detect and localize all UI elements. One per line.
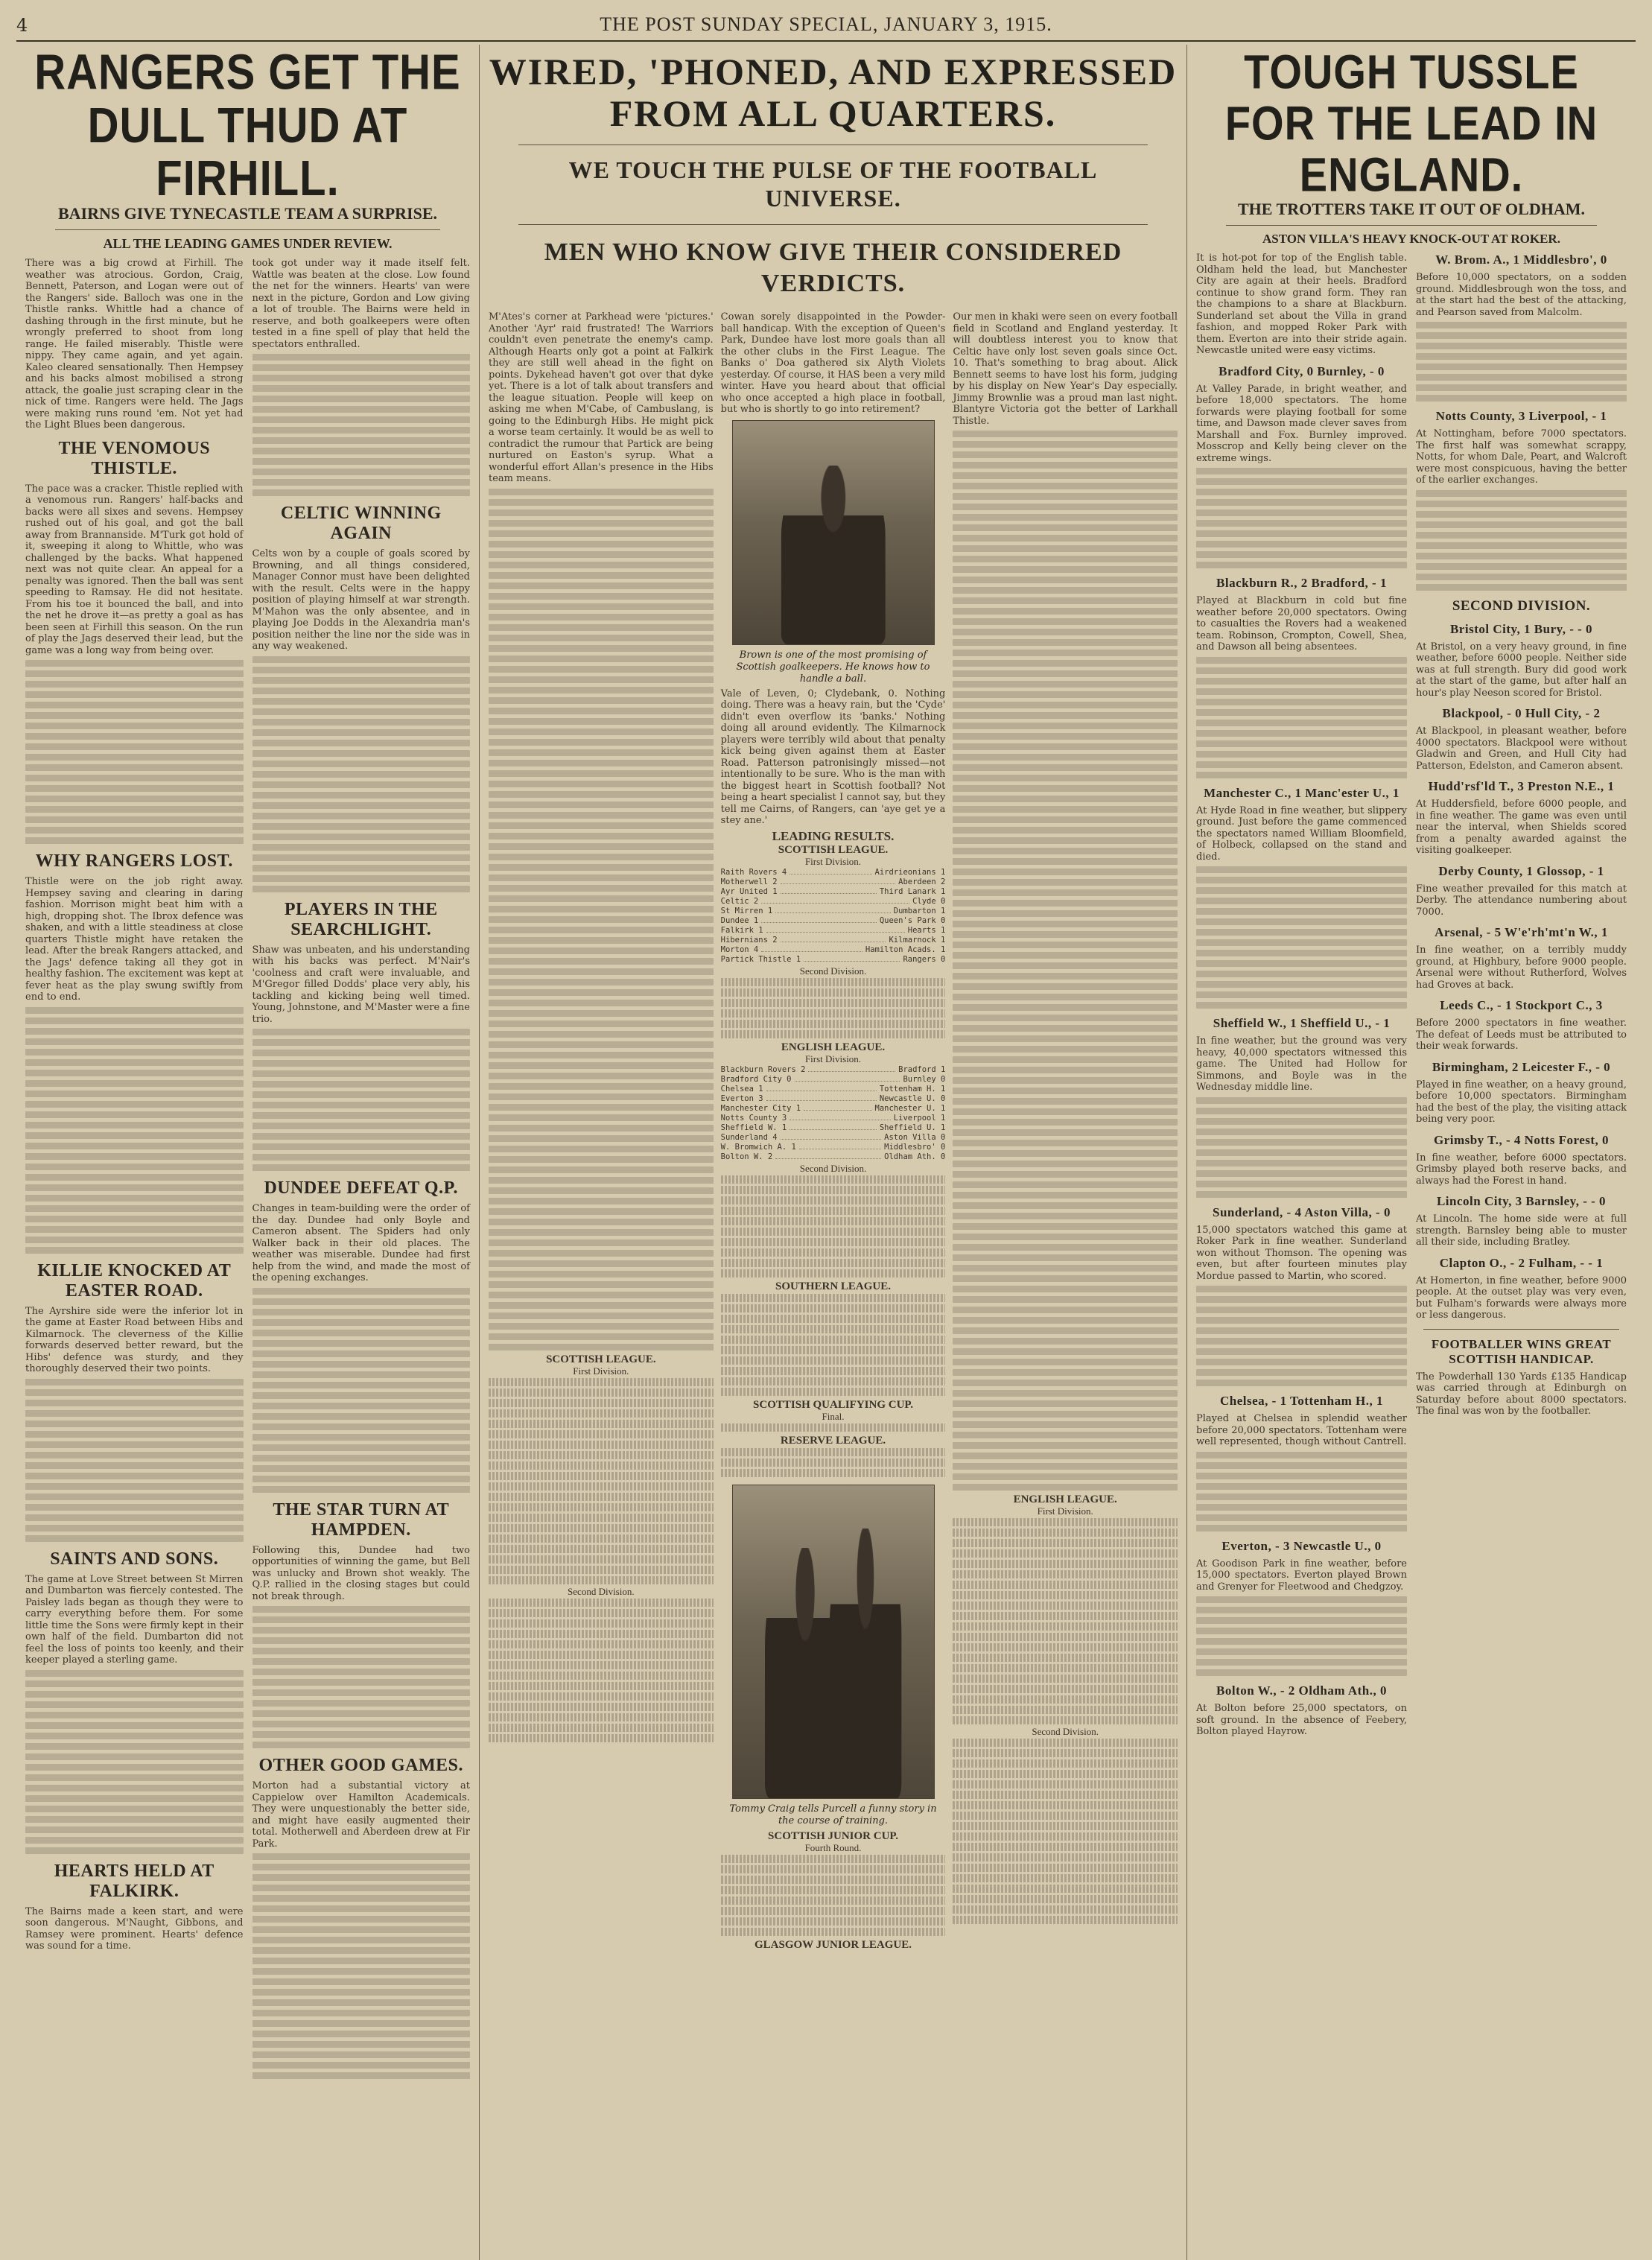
killie-text: The Ayrshire side were the inferior lot in the game at Easter Road between Hibs and Kilmarnock. The cleverness of the Killie forwards deserved better reward, but the Hibs' defence was sturdy, and they thoroughly deserved their two points. — [25, 1305, 244, 1374]
hudds-text: At Huddersfield, before 6000 people, and in fine weather. The game was even until near the interval, when Shields scored from a penalty awarded against the visiting goalkeeper. — [1416, 799, 1627, 856]
right-article-column — [1187, 45, 1636, 2260]
away-team: Newcastle U. 0 — [879, 1094, 946, 1103]
heading-dundee-defeat: DUNDEE DEFEAT Q.P. — [264, 1178, 459, 1198]
heading-blackburn-bradford: Blackburn R., 2 Bradford, - 1 — [1216, 576, 1387, 590]
heading-saints-and-sons: SAINTS AND SONS. — [50, 1549, 219, 1569]
venomous-text: The pace was a cracker. Thistle replied with a venomous run. Rangers' half-backs and backs were all sixes and sevens. Hempsey rushed out of his goal, and got the ball away from Brannanside. M'Turk got hold of it, sweeping it along to Whittle, who was challenged by the backs. What happened next was not quite clear. An appeal for a penalty was ignored. Then the ball was sent speeding to Ramsay. He did not hesitate. From his toe it bounced the ball, and into the net he drove it—as pretty a goal as has been seen at Firhill this season. On the run of play the Jags deserved their lead, but the game was a long way from being over. — [25, 483, 244, 656]
english-table-title: ENGLISH LEAGUE. — [1013, 1494, 1117, 1505]
away-team: Kilmarnock 1 — [889, 935, 946, 945]
english-table-first-div: First Division. — [1037, 1505, 1093, 1517]
celtic-text: Celts won by a couple of goals scored by Browning, and all things considered, Manager Connor must have been delighted with the result. Celts were in the happy position of playing himself at war strength. M'Mahon was the only absentee, and in playing Joe Dodds in the Alexandria man's position neither the line nor the side was in any way weakened. — [252, 548, 470, 652]
home-team: Falkirk 1 — [720, 925, 763, 935]
grimsby-text: In fine weather, before 6000 spectators. Grimsby played both reserve backs, and always had the Forest in hand. — [1416, 1152, 1627, 1187]
blackpool-text: At Blackpool, in pleasant weather, before 4000 spectators. Blackpool were without Gladwin and Green, and Hull City had Patterson, Edelston, and Cameron absent. — [1416, 726, 1627, 772]
scottish-results-title: SCOTTISH LEAGUE. — [778, 843, 889, 856]
result-row — [721, 1104, 946, 1114]
home-team: St Mirren 1 — [720, 906, 773, 915]
leading-results — [720, 828, 946, 1477]
heading-grimsby-forest: Grimsby T., - 4 Notts Forest, 0 — [1433, 1132, 1610, 1147]
notts-text: At Nottingham, before 7000 spectators. The first half was somewhat scrappy, Notts, for whom Dale, Peart, and Walcroft were most conspicuous, having the better of the earlier exchanges. — [1416, 428, 1627, 486]
result-row — [721, 1065, 946, 1075]
home-team: Raith Rovers 4 — [720, 867, 787, 877]
away-team: Tottenham H. 1 — [879, 1084, 946, 1094]
result-row — [721, 916, 946, 926]
clapton-text: At Homerton, in fine weather, before 9000 people. At the outset play was very even, but Fulham's forwards were always more or less dangerous. — [1416, 1275, 1627, 1321]
right-headline: TOUGH TUSSLE FOR THE LEAD IN ENGLAND. — [1224, 45, 1598, 202]
qualifying-cup-final: Final. — [822, 1410, 845, 1422]
away-team: Sheffield U. 1 — [879, 1123, 946, 1132]
saints-text: The game at Love Street between St Mirren and Dumbarton was fiercely contested. The Paisley lads began as though they were to carry everything before them. For some little time the Sons were firmly kept in their own half of the field. Dumbarton did not feel the loss of points too keenly, and their keeper played a sterling game. — [25, 1573, 244, 1666]
right-lead-text: It is hot-pot for top of the English table. Oldham held the lead, but Manchester City are again at their heels. Bradford continue to show grand form. They ran the champions to a share at Blackburn. Sunderland set about the Villa in grand fashion, and mopped Roker Park with them. Everton are into their stride again. Newcastle united were easy victims. — [1196, 253, 1407, 356]
heading-venomous-thistle: THE VENOMOUS THISTLE. — [58, 438, 211, 478]
away-team: Bradford 1 — [898, 1064, 946, 1074]
junior-cup-round: Fourth Round. — [804, 1841, 862, 1853]
heading-why-rangers-lost: WHY RANGERS LOST. — [35, 851, 233, 871]
heading-wbrom-middlesbro: W. Brom. A., 1 Middlesbro', 0 — [1435, 253, 1607, 267]
middle-colA-text: M'Ates's corner at Parkhead were 'pictures.' Another 'Ayr' raid frustrated! The Warriors couldn't even penetrate the enemy's camp. Although Hearts only got a point at Falkirk they are still well ahead in the fight on points. Dykehead haven't got over that dyke yet. There is a lot of talk about transfers and the league situation. People will keep on asking me when M'Cabe, of Cambuslang, is going to the Edinburgh Hibs. He might pick a worse team certainly. It would be as well to contradict the rumour that Partick are being nurtured on Easton's syrup. What a wonderful effort Allan's presence in the Hibs team means. — [489, 311, 714, 484]
middle-colB-text: Cowan sorely disappointed in the Powder-ball handicap. With the exception of Queen's Park, Dundee have lost more goals than all the other clubs in the First League. The Banks o' Doa gathered six Alyth Violets yesterday. Of course, it HAS been a very mild winter. Have you heard about that official who once accepted a high place in football, but who is shortly to go into retirement? — [720, 311, 946, 415]
heading-sheffield-derby: Sheffield W., 1 Sheffield U., - 1 — [1213, 1016, 1391, 1030]
leeds-text: Before 2000 spectators in fine weather. The defeat of Leeds must be attributed to their weak forwards. — [1416, 1018, 1627, 1052]
everton-text: At Goodison Park in fine weather, before 15,000 spectators. Everton played Brown and Grenyer for Fleetwood and Chedgzoy. — [1196, 1558, 1407, 1593]
goalkeeper-photo-caption: Brown is one of the most promising of Scottish goalkeepers. He knows how to handle a ball. — [736, 649, 930, 685]
newspaper-title: THE POST SUNDAY SPECIAL, JANUARY 3, 1915. — [600, 13, 1052, 35]
right-villa-heading: ASTON VILLA'S HEAVY KNOCK-OUT AT ROKER. — [1262, 232, 1560, 246]
result-row — [721, 945, 946, 955]
result-row — [721, 1085, 946, 1094]
masthead — [16, 10, 1636, 42]
scottish-table-second-div: Second Division. — [568, 1585, 635, 1597]
away-team: Manchester U. 1 — [874, 1103, 946, 1113]
leading-results-title: LEADING RESULTS. — [772, 828, 895, 843]
hearts-text: The Bairns made a keen start, and were soon dangerous. M'Naught, Gibbons, and Ramsey were prominent. Hearts' defence was sound for a time. — [25, 1905, 244, 1952]
heading-leeds-stockport: Leeds C., - 1 Stockport C., 3 — [1440, 998, 1603, 1012]
away-team: Hearts 1 — [907, 925, 946, 935]
heading-sunderland-villa: Sunderland, - 4 Aston Villa, - 0 — [1213, 1204, 1391, 1219]
heading-huddersfield-preston: Hudd'rsf'ld T., 3 Preston N.E., 1 — [1428, 779, 1615, 793]
result-row — [721, 1114, 946, 1123]
result-row — [721, 1094, 946, 1104]
heading-players-searchlight: PLAYERS IN THE SEARCHLIGHT. — [284, 899, 438, 939]
result-row — [721, 926, 946, 936]
away-team: Rangers 0 — [903, 954, 946, 964]
heading-bradford-burnley: Bradford City, 0 Burnley, - 0 — [1219, 364, 1385, 378]
result-row — [721, 936, 946, 945]
training-photo-caption: Tommy Craig tells Purcell a funny story in the course of training. — [729, 1803, 937, 1826]
scottish-results-second-div: Second Division. — [799, 965, 867, 977]
home-team: Bolton W. 2 — [720, 1152, 773, 1161]
birmingham-text: Played in fine weather, on a heavy ground, before 10,000 spectators. Birmingham had the best of the play, the visiting attack being very poor. — [1416, 1079, 1627, 1125]
home-team: Sunderland 4 — [720, 1132, 778, 1142]
english-league-table — [953, 1495, 1178, 1924]
heading-birmingham-leicester: Birmingham, 2 Leicester F., - 0 — [1432, 1059, 1611, 1074]
bolton-text: At Bolton before 25,000 spectators, on soft ground. In the absence of Feebery, Bolton played Hayrow. — [1196, 1703, 1407, 1737]
left-subheadline: BAIRNS GIVE TYNECASTLE TEAM A SURPRISE. — [58, 204, 437, 223]
scottish-results-list — [721, 868, 946, 965]
english-table-second-div: Second Division. — [1032, 1726, 1099, 1737]
middle-subheadline: WE TOUCH THE PULSE OF THE FOOTBALL UNIVERSE. — [568, 156, 1098, 212]
arsenal-text: In fine weather, on a terribly muddy ground, at Highbury, before 9000 people. Arsenal were without Rutherford, Wolves had Groves at back. — [1416, 945, 1627, 991]
southern-league-title: SOUTHERN LEAGUE. — [775, 1280, 892, 1292]
middle-colA2-text: Vale of Leven, 0; Clydebank, 0. Nothing doing. There was a heavy rain, but the 'Cyde' didn't even overflow its 'banks.' Nothing doing all around evidently. The Kilmarnock players were terribly wild about that penalty kick being given against them at Easter Road. Patterson patronisingly missed—not intentionally to be sure. Who is the man with the biggest heart in Scottish football? Not being a heart specialist I cannot say, but they tell me Cairns, of Rangers, can 'aye get ye a stey ane.' — [720, 688, 946, 826]
blackburn-text: Played at Blackburn in cold but fine weather before 20,000 spectators. Owing to casualties the Rovers had a weakened team. Robinson, Crompton, Cowell, Shea, and Dawson all being absentees. — [1196, 595, 1407, 653]
heading-other-good-games: OTHER GOOD GAMES. — [258, 1756, 464, 1775]
result-row — [721, 877, 946, 887]
left-lead-text: There was a big crowd at Firhill. The weather was atrocious. Gordon, Craig, Bennett, Paterson, and Logan were out of the Rangers' side. Balloch was one in the Thistle ranks. Whittle had a chance of dashing through in the first minute, but he wrongly preferred to shoot from long range. He failed miserably. Thistle were nippy. They came again, and yet again. Kaleo cleared sensationally. Then Hempsey and his backs almost mobilised a strong attack, the goalie just scraping clear in the nick of time. Rangers were held. The Jags were making runs round 'em. Not yet had the Light Blues been dangerous. — [25, 258, 244, 431]
away-team: Aston Villa 0 — [884, 1132, 946, 1142]
bradford-text: At Valley Parade, in bright weather, and before 18,000 spectators. The home forwards were playing football for some time, and Dawson made clever saves from Marshall and Fox. Burnley improved. Mosscrop and Kelly being clever on the extreme wings. — [1196, 383, 1407, 464]
result-row — [721, 897, 946, 907]
scottish-table-first-div: First Division. — [573, 1365, 629, 1377]
home-team: Manchester City 1 — [720, 1103, 801, 1113]
home-team: W. Bromwich A. 1 — [720, 1142, 796, 1152]
heading-bristol-bury: Bristol City, 1 Bury, - - 0 — [1449, 621, 1593, 636]
english-results-second-div: Second Division. — [799, 1162, 867, 1174]
lincoln-text: At Lincoln. The home side were at full strength. Barnsley being able to muster all their side, including Bratley. — [1416, 1213, 1627, 1248]
middle-article-column — [480, 45, 1187, 2260]
derby-text: Fine weather prevailed for this match at Derby. The attendance numbering about 7000. — [1416, 883, 1627, 918]
english-results-title: ENGLISH LEAGUE. — [781, 1041, 886, 1053]
middle-verdicts-heading: MEN WHO KNOW GIVE THEIR CONSIDERED VERDICTS. — [544, 238, 1122, 297]
result-row — [721, 868, 946, 877]
result-row — [721, 1143, 946, 1152]
result-row — [721, 1133, 946, 1143]
result-row — [721, 1075, 946, 1085]
heading-celtic-winning: CELTIC WINNING AGAIN — [280, 504, 442, 543]
heading-notts-liverpool: Notts County, 3 Liverpool, - 1 — [1435, 409, 1607, 423]
heading-clapton-fulham: Clapton O., - 2 Fulham, - - 1 — [1439, 1255, 1604, 1270]
scottish-league-table — [489, 1355, 714, 1742]
home-team: Dundee 1 — [720, 915, 759, 925]
away-team: Queen's Park 0 — [879, 915, 946, 925]
star-text: Following this, Dundee had two opportunities of winning the game, but Bell was unlucky and Brown shot weakly. The Q.P. rallied in the closing stages but could not break through. — [252, 1544, 470, 1602]
heading-blackpool-hull: Blackpool, - 0 Hull City, - 2 — [1442, 706, 1601, 720]
reserve-league-title: RESERVE LEAGUE. — [780, 1434, 886, 1447]
middle-headline: WIRED, 'PHONED, AND EXPRESSED FROM ALL QUARTERS. — [489, 51, 1178, 134]
heading-arsenal-wolves: Arsenal, - 5 W'e'rh'mt'n W., 1 — [1435, 925, 1608, 939]
result-row — [721, 955, 946, 965]
left-article-column — [16, 45, 480, 2260]
english-results-list — [721, 1065, 946, 1162]
glasgow-junior-title: GLASGOW JUNIOR LEAGUE. — [754, 1938, 912, 1951]
bristol-text: At Bristol, on a very heavy ground, in fine weather, before 6000 people. Neither side was at full strength. Bury did good work at the start of the game, but after half an hour's play Neeson scored for Bristol. — [1416, 641, 1627, 699]
heading-star-turn: THE STAR TURN AT HAMPDEN. — [273, 1499, 450, 1540]
qualifying-cup-title: SCOTTISH QUALIFYING CUP. — [753, 1398, 913, 1411]
home-team: Morton 4 — [720, 945, 759, 954]
scottish-table-title: SCOTTISH LEAGUE. — [546, 1353, 656, 1365]
home-team: Blackburn Rovers 2 — [720, 1064, 806, 1074]
home-team: Notts County 3 — [720, 1113, 787, 1123]
heading-hearts-held: HEARTS HELD AT FALKIRK. — [54, 1861, 215, 1901]
footballer-text: The Powderhall 130 Yards £135 Handicap was carried through at Edinburgh on Saturday before about 8000 spectators. The final was won by the footballer. — [1416, 1371, 1627, 1417]
away-team: Airdrieonians 1 — [874, 867, 946, 877]
away-team: Liverpool 1 — [893, 1113, 946, 1123]
heading-everton-newcastle: Everton, - 3 Newcastle U., 0 — [1221, 1538, 1382, 1553]
home-team: Motherwell 2 — [720, 877, 778, 886]
away-team: Clyde 0 — [912, 896, 946, 906]
home-team: Ayr United 1 — [720, 886, 778, 896]
scottish-results-first-div: First Division. — [804, 855, 862, 867]
away-team: Middlesbro' 0 — [884, 1142, 946, 1152]
heading-footballer-handicap: FOOTBALLER WINS GREAT SCOTTISH HANDICAP. — [1431, 1336, 1612, 1366]
left-headline: RANGERS GET THE DULL THUD AT FIRHILL. — [34, 45, 461, 207]
left-review-heading: ALL THE LEADING GAMES UNDER REVIEW. — [103, 236, 393, 251]
heading-lincoln-barnsley: Lincoln City, 3 Barnsley, - - 0 — [1436, 1194, 1607, 1208]
away-team: Third Lanark 1 — [879, 886, 946, 896]
training-photo — [732, 1485, 935, 1799]
why-text: Thistle were on the job right away. Hempsey saving and clearing in daring fashion. Morrison might beat him with a high, dropping shot. The Ibrox defence was shaken, and with a little steadiness at close quarters Thistle might have retaken the lead. After the break Rangers attacked, and the Jags' defence taking all they got in healthy fashion. The excitement was kept at fever heat as the play swung swiftly from end to end. — [25, 876, 244, 1003]
home-team: Chelsea 1 — [720, 1084, 763, 1094]
heading-derby-glossop: Derby County, 1 Glossop, - 1 — [1438, 863, 1604, 878]
heading-chelsea-tottenham: Chelsea, - 1 Tottenham H., 1 — [1220, 1394, 1383, 1408]
page-number: 4 — [16, 15, 28, 36]
junior-cup-title: SCOTTISH JUNIOR CUP. — [768, 1829, 898, 1842]
result-row — [721, 907, 946, 916]
home-team: Celtic 2 — [720, 896, 759, 906]
sheffield-text: In fine weather, but the ground was very heavy, 40,000 spectators witnessed this game. The United had Hollow for Simmons, and Boyle was in the Wednesday middle line. — [1196, 1035, 1407, 1093]
right-subheadline: THE TROTTERS TAKE IT OUT OF OLDHAM. — [1238, 200, 1585, 218]
players-text: Shaw was unbeaten, and his understanding with his backs was perfect. M'Nair's 'coolness and craft were invaluable, and M'Gregor filled Dodds' place very ably, his tackling and kicking being well timed. Young, Johnstone, and M'Master were a fine trio. — [252, 944, 470, 1025]
away-team: Hamilton Acads. 1 — [865, 945, 946, 954]
result-row — [721, 1152, 946, 1162]
home-team: Everton 3 — [720, 1094, 763, 1103]
home-team: Sheffield W. 1 — [720, 1123, 787, 1132]
sunderland-text: 15,000 spectators watched this game at Roker Park in fine weather. Sunderland won without Thomson. The opening was even, but after fourteen minutes play Mordue passed to Martin, who scored. — [1196, 1224, 1407, 1282]
home-team: Hibernians 2 — [720, 935, 778, 945]
chelsea-text: Played at Chelsea in splendid weather before 20,000 spectators. Tottenham were well represented, though without Cantrell. — [1196, 1413, 1407, 1447]
heading-second-division: SECOND DIVISION. — [1452, 597, 1591, 614]
heading-bolton-oldham: Bolton W., - 2 Oldham Ath., 0 — [1216, 1683, 1387, 1698]
result-row — [721, 1123, 946, 1133]
dundee-text: Changes in team-building were the order of the day. Dundee had only Boyle and Cameron absent. The Spiders had only Walker back in their old places. The weather was miserable. Dundee had first help from the wind, and made the most of the opening exchanges. — [252, 1203, 470, 1283]
left-col2-text: took got under way it made itself felt. Wattle was beaten at the close. Low found the net for the winners. Hearts' van were next in the picture, Gordon and Low giving a lot of trouble. The Bairns were held in reserve, and both goalkeepers were often tested in a fine spell of play that held the spectators enthralled. — [252, 258, 470, 350]
away-team: Burnley 0 — [903, 1074, 946, 1084]
away-team: Dumbarton 1 — [893, 906, 946, 915]
heading-killie: KILLIE KNOCKED AT EASTER ROAD. — [37, 1260, 232, 1301]
away-team: Oldham Ath. 0 — [884, 1152, 946, 1161]
middle-colC-text: Our men in khaki were seen on every football field in Scotland and England yesterday. It will doubtless interest you to know that Celtic have only lost seven goals since Oct. 10. That's something to brag about. Alick Bennett seems to have lost his form, judging by his display on New Year's Day especially. Jimmy Brownlie was a proud man last night. Blantyre Victoria got the better of Larkhall Thistle. — [953, 311, 1178, 427]
other-text: Morton had a substantial victory at Cappielow over Hamilton Academicals. They were unquestionably the better side, and might have easily augmented their total. Motherwell and Aberdeen drew at Fir Park. — [252, 1780, 470, 1850]
home-team: Bradford City 0 — [720, 1074, 792, 1084]
wbrom-text: Before 10,000 spectators, on a sodden ground. Middlesbrough won the toss, and at the start had the best of the attacking, and Pearson saved from Malcolm. — [1416, 272, 1627, 318]
english-results-first-div: First Division. — [804, 1053, 862, 1064]
result-row — [721, 887, 946, 897]
heading-manchester-derby: Manchester C., 1 Manc'ester U., 1 — [1204, 785, 1400, 800]
away-team: Aberdeen 2 — [898, 877, 946, 886]
home-team: Partick Thistle 1 — [720, 954, 801, 964]
goalkeeper-photo — [732, 420, 935, 645]
mancity-text: At Hyde Road in fine weather, but slippery ground. Just before the game commenced the spectators named William Bloomfield, of Holbeck, collapsed on the stand and died. — [1196, 804, 1407, 863]
